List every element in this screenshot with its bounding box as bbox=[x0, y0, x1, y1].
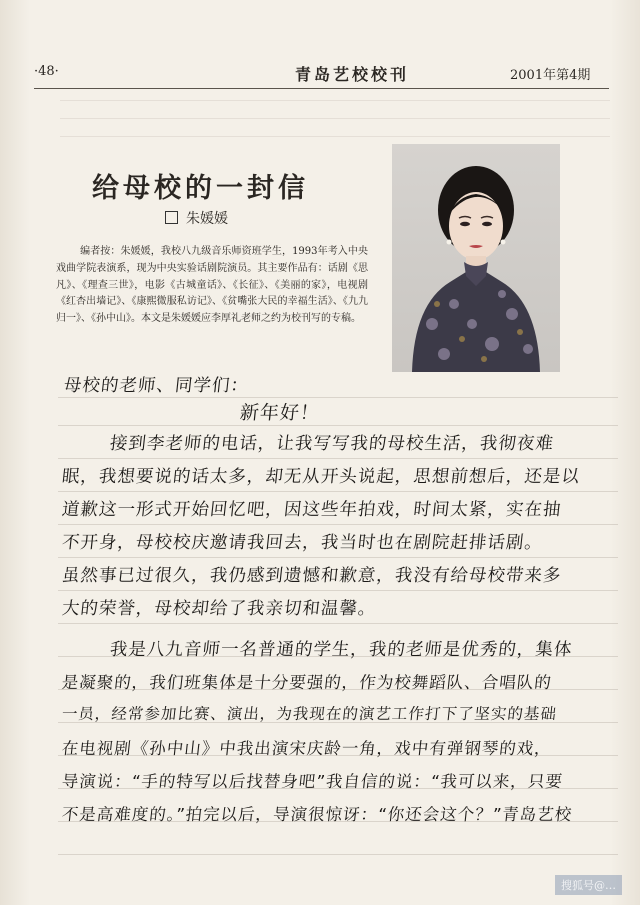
page-number: ·48· bbox=[34, 64, 59, 79]
letter-line: 是凝聚的，我们班集体是十分要强的，作为校舞蹈队、合唱队的 bbox=[60, 673, 553, 692]
letter-line: 道歉这一形式开始回忆吧，因这些年拍戏，时间太紧，实在抽 bbox=[60, 500, 563, 520]
watermark: 搜狐号@… bbox=[555, 875, 622, 895]
letter-line: 不开身，母校校庆邀请我回去，我当时也在剧院赶排话剧。 bbox=[60, 533, 544, 553]
letter-line: 大的荣誉，母校却给了我亲切和温馨。 bbox=[60, 599, 378, 619]
ruled-line bbox=[58, 397, 618, 398]
author-portrait bbox=[392, 144, 560, 372]
letter-line: 眠，我想要说的话太多，却无从开头说起，思想前想后，还是以 bbox=[60, 467, 581, 487]
ruled-line bbox=[58, 590, 618, 591]
ruled-line bbox=[58, 854, 618, 855]
bleed-line bbox=[60, 136, 610, 137]
letter-greeting: 新年好！ bbox=[238, 402, 322, 424]
letter-line: 虽然事已过很久，我仍感到遗憾和歉意，我没有给母校带来多 bbox=[60, 566, 563, 586]
portrait-image bbox=[392, 144, 560, 372]
header-rule bbox=[34, 88, 609, 89]
ruled-line bbox=[58, 491, 618, 492]
ruled-line bbox=[58, 557, 618, 558]
letter-line: 不是高难度的。”拍完以后，导演很惊讶：“你还会这个？”青岛艺校 bbox=[60, 805, 574, 824]
letter-line: 接到李老师的电话，让我写写我的母校生活，我彻夜难 bbox=[108, 434, 555, 454]
ruled-line bbox=[58, 425, 618, 426]
ruled-line bbox=[58, 623, 618, 624]
author-name: 朱媛媛 bbox=[186, 211, 228, 227]
issue-label: 2001年第4期 bbox=[510, 68, 591, 83]
ruled-line bbox=[58, 524, 618, 525]
square-bullet-icon bbox=[165, 211, 178, 224]
bleed-line bbox=[60, 100, 610, 101]
letter-line: 在电视剧《孙中山》中我出演宋庆龄一角，戏中有弹钢琴的戏， bbox=[60, 739, 553, 758]
letter-line: 我是八九音师一名普通的学生，我的老师是优秀的，集体 bbox=[108, 640, 574, 660]
byline bbox=[165, 208, 228, 228]
ruled-line bbox=[58, 458, 618, 459]
letter-line: 一员，经常参加比赛、演出，为我现在的演艺工作打下了坚实的基础 bbox=[60, 705, 558, 723]
letter-salutation: 母校的老师、同学们： bbox=[62, 376, 250, 396]
letter-line: 导演说：“手的特写以后找替身吧”我自信的说：“我可以来，只要 bbox=[60, 772, 564, 791]
article-title: 给母校的一封信 bbox=[92, 173, 309, 204]
editor-note-text: 编者按：朱媛媛，我校八九级音乐师资班学生，1993年考入中央戏曲学院表演系，现为中央实验话剧院演员。其主要作品有：话剧《思凡》、《理查三世》，电影《古城童话》、《长征》、《美丽的家》，电视剧《红杏出墙记》、《康熙微服私访记》、《贫嘴张大民的幸福生活》、《九九归一》、《孙中山》。本文是朱媛媛应李厚礼老师之约为校刊写的专稿。 bbox=[56, 246, 368, 325]
journal-title: 青岛艺校校刊 bbox=[295, 65, 410, 84]
bleed-line bbox=[60, 118, 610, 119]
editor-note bbox=[56, 244, 368, 328]
